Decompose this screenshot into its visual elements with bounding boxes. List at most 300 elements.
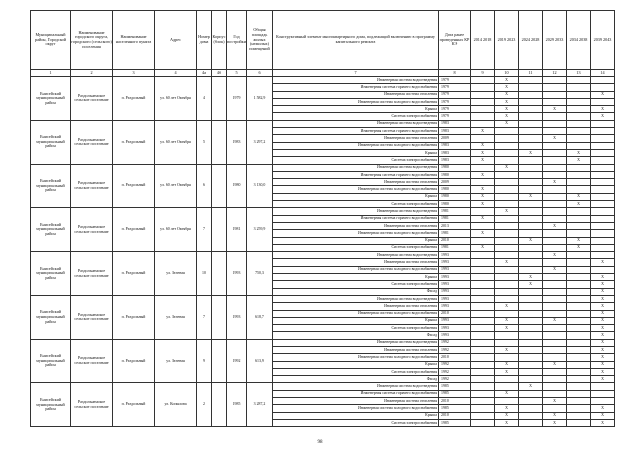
- period-mark-cell: X: [471, 157, 495, 164]
- element-cell: Инженерная система водоотведения: [273, 383, 439, 390]
- element-cell: Инженерная система холодного водоснабжения: [273, 354, 439, 361]
- period-mark-cell: [495, 171, 519, 178]
- period-mark-cell: X: [543, 317, 567, 324]
- period-mark-cell: [591, 398, 615, 405]
- district-cell: Енисейский муниципальный район: [31, 164, 71, 208]
- period-mark-cell: [567, 405, 591, 412]
- period-mark-cell: [543, 164, 567, 171]
- period-mark-cell: [495, 266, 519, 273]
- table-row: [31, 208, 615, 215]
- period-mark-cell: [519, 179, 543, 186]
- period-mark-cell: [519, 346, 543, 353]
- element-cell: Инженерная система отопления: [273, 259, 439, 266]
- period-mark-cell: [495, 215, 519, 222]
- period-mark-cell: [519, 215, 543, 222]
- period-mark-cell: X: [591, 339, 615, 346]
- period-mark-cell: [591, 252, 615, 259]
- period-mark-cell: [567, 120, 591, 127]
- period-mark-cell: [495, 281, 519, 288]
- period-mark-cell: [543, 295, 567, 302]
- header-locality: Наименование населенного пункта: [113, 11, 155, 70]
- period-mark-cell: X: [495, 208, 519, 215]
- locality-cell: п. Раздольный: [113, 208, 155, 252]
- period-mark-cell: [543, 201, 567, 208]
- period-mark-cell: [591, 208, 615, 215]
- area-cell: 3 297,2: [247, 120, 273, 164]
- period-mark-cell: [591, 201, 615, 208]
- period-mark-cell: [591, 157, 615, 164]
- period-mark-cell: [495, 179, 519, 186]
- period-mark-cell: [495, 398, 519, 405]
- element-cell: Инженерная система водоотведения: [273, 164, 439, 171]
- period-mark-cell: X: [567, 201, 591, 208]
- element-cell: Инженерная система горячего водоснабжения: [273, 215, 439, 222]
- period-mark-cell: [519, 405, 543, 412]
- period-mark-cell: X: [471, 244, 495, 251]
- period-mark-cell: [567, 332, 591, 339]
- period-mark-cell: X: [471, 142, 495, 149]
- last-repair-cell: 1979: [439, 77, 471, 84]
- period-mark-cell: [495, 237, 519, 244]
- period-mark-cell: [567, 419, 591, 426]
- period-mark-cell: X: [471, 128, 495, 135]
- period-mark-cell: X: [495, 317, 519, 324]
- period-mark-cell: [471, 368, 495, 375]
- element-cell: Система электроснабжения: [273, 368, 439, 375]
- period-mark-cell: [519, 164, 543, 171]
- period-mark-cell: X: [591, 332, 615, 339]
- period-mark-cell: [519, 295, 543, 302]
- period-mark-cell: [519, 244, 543, 251]
- period-mark-cell: X: [495, 77, 519, 84]
- period-mark-cell: [543, 288, 567, 295]
- period-mark-cell: [543, 354, 567, 361]
- last-repair-cell: 1983: [439, 142, 471, 149]
- period-mark-cell: [495, 186, 519, 193]
- period-mark-cell: X: [591, 288, 615, 295]
- period-mark-cell: [519, 288, 543, 295]
- period-mark-cell: [567, 295, 591, 302]
- element-cell: Инженерная система горячего водоснабжения: [273, 171, 439, 178]
- header-last-repair: Дата ранее проведенных КР КЭ: [439, 11, 471, 70]
- period-mark-cell: [519, 419, 543, 426]
- period-mark-cell: [543, 215, 567, 222]
- period-mark-cell: [567, 215, 591, 222]
- last-repair-cell: 1981: [439, 230, 471, 237]
- period-mark-cell: X: [567, 157, 591, 164]
- element-cell: Инженерная система отопления: [273, 346, 439, 353]
- period-mark-cell: X: [495, 113, 519, 120]
- period-mark-cell: X: [519, 193, 543, 200]
- period-mark-cell: [567, 142, 591, 149]
- period-mark-cell: [495, 157, 519, 164]
- period-mark-cell: [567, 77, 591, 84]
- last-repair-cell: 2013: [439, 222, 471, 229]
- street-cell: ул. Зеленая: [155, 252, 197, 296]
- period-mark-cell: [543, 339, 567, 346]
- period-mark-cell: [543, 281, 567, 288]
- element-cell: Инженерная система отопления: [273, 135, 439, 142]
- street-cell: ул. 60 лет Октября: [155, 208, 197, 252]
- element-cell: Инженерная система водоотведения: [273, 295, 439, 302]
- header-row: [31, 11, 615, 70]
- period-mark-cell: [591, 98, 615, 105]
- building-cell: [212, 383, 227, 427]
- column-number: 12: [543, 70, 567, 77]
- table-row: [31, 383, 615, 390]
- period-mark-cell: X: [567, 149, 591, 156]
- period-mark-cell: [567, 383, 591, 390]
- period-mark-cell: [567, 376, 591, 383]
- period-mark-cell: X: [495, 84, 519, 91]
- period-mark-cell: [519, 135, 543, 142]
- period-mark-cell: X: [495, 325, 519, 332]
- period-mark-cell: [471, 339, 495, 346]
- column-number: 5: [227, 70, 247, 77]
- period-mark-cell: [543, 390, 567, 397]
- period-mark-cell: [519, 230, 543, 237]
- period-mark-cell: [591, 193, 615, 200]
- last-repair-cell: 1985: [439, 405, 471, 412]
- period-mark-cell: [567, 266, 591, 273]
- element-cell: Инженерная система горячего водоснабжения: [273, 390, 439, 397]
- period-mark-cell: [591, 84, 615, 91]
- period-mark-cell: [519, 208, 543, 215]
- street-cell: ул. 60 лет Октября: [155, 77, 197, 121]
- period-mark-cell: [519, 84, 543, 91]
- period-mark-cell: [567, 274, 591, 281]
- period-mark-cell: X: [591, 259, 615, 266]
- period-mark-cell: [543, 405, 567, 412]
- period-mark-cell: X: [591, 419, 615, 426]
- district-cell: Енисейский муниципальный район: [31, 77, 71, 121]
- last-repair-cell: 1993: [439, 274, 471, 281]
- year-cell: 1993: [227, 252, 247, 296]
- column-number: 14: [591, 70, 615, 77]
- locality-cell: п. Раздольный: [113, 120, 155, 164]
- element-cell: Система электроснабжения: [273, 113, 439, 120]
- table-row: [31, 339, 615, 346]
- last-repair-cell: 1993: [439, 252, 471, 259]
- period-mark-cell: X: [471, 149, 495, 156]
- period-mark-cell: [471, 120, 495, 127]
- column-number: 6: [247, 70, 273, 77]
- element-cell: Инженерная система отопления: [273, 179, 439, 186]
- period-mark-cell: X: [543, 106, 567, 113]
- period-mark-cell: X: [543, 266, 567, 273]
- last-repair-cell: 1985: [439, 383, 471, 390]
- street-cell: ул. Копылова: [155, 383, 197, 427]
- locality-cell: п. Раздольный: [113, 339, 155, 383]
- period-mark-cell: [471, 346, 495, 353]
- element-cell: Инженерная система холодного водоснабжения: [273, 266, 439, 273]
- period-mark-cell: [591, 390, 615, 397]
- house-number-cell: 9: [197, 339, 212, 383]
- period-mark-cell: [471, 303, 495, 310]
- house-number-cell: 2: [197, 383, 212, 427]
- period-mark-cell: [591, 164, 615, 171]
- period-mark-cell: X: [543, 361, 567, 368]
- last-repair-cell: 1979: [439, 98, 471, 105]
- period-mark-cell: [567, 354, 591, 361]
- element-cell: Система электроснабжения: [273, 325, 439, 332]
- building-cell: [212, 208, 227, 252]
- last-repair-cell: 1992: [439, 361, 471, 368]
- header-element: Конструктивный элемент многоквартирного дома, подлежащий включению в программу капитального ремонта: [273, 11, 439, 70]
- house-number-cell: 4: [197, 77, 212, 121]
- period-mark-cell: X: [591, 274, 615, 281]
- table-row: [31, 295, 615, 302]
- period-mark-cell: X: [495, 106, 519, 113]
- column-number: 8: [439, 70, 471, 77]
- area-cell: 618,7: [247, 295, 273, 339]
- period-mark-cell: X: [495, 346, 519, 353]
- building-cell: [212, 295, 227, 339]
- element-cell: Крыша: [273, 149, 439, 156]
- period-mark-cell: [567, 186, 591, 193]
- period-mark-cell: X: [567, 237, 591, 244]
- period-mark-cell: [519, 376, 543, 383]
- year-cell: 1981: [227, 208, 247, 252]
- period-mark-cell: [471, 179, 495, 186]
- period-mark-cell: [471, 274, 495, 281]
- period-mark-cell: [519, 339, 543, 346]
- element-cell: Инженерная система водоотведения: [273, 120, 439, 127]
- column-number: 2: [71, 70, 113, 77]
- period-mark-cell: X: [591, 368, 615, 375]
- element-cell: Крыша: [273, 274, 439, 281]
- column-number: 4: [155, 70, 197, 77]
- period-mark-cell: [519, 120, 543, 127]
- period-mark-cell: [519, 266, 543, 273]
- table-body: [31, 77, 615, 427]
- period-mark-cell: [591, 120, 615, 127]
- building-cell: [212, 164, 227, 208]
- period-mark-cell: [471, 252, 495, 259]
- period-mark-cell: X: [591, 405, 615, 412]
- period-mark-cell: [471, 390, 495, 397]
- period-mark-cell: [519, 98, 543, 105]
- period-mark-cell: [495, 201, 519, 208]
- last-repair-cell: 1980: [439, 164, 471, 171]
- period-mark-cell: X: [495, 98, 519, 105]
- area-cell: 750,3: [247, 252, 273, 296]
- element-cell: Система электроснабжения: [273, 244, 439, 251]
- house-number-cell: 5: [197, 120, 212, 164]
- building-cell: [212, 120, 227, 164]
- period-mark-cell: [519, 222, 543, 229]
- period-mark-cell: [567, 339, 591, 346]
- element-cell: Инженерная система холодного водоснабжения: [273, 186, 439, 193]
- element-cell: Система электроснабжения: [273, 201, 439, 208]
- period-mark-cell: [591, 222, 615, 229]
- period-mark-cell: [567, 412, 591, 419]
- settlement-cell: Раздольненское сельское поселение: [71, 120, 113, 164]
- period-mark-cell: [567, 361, 591, 368]
- period-mark-cell: [471, 310, 495, 317]
- period-mark-cell: [543, 186, 567, 193]
- header-house-number: Номер дома: [197, 11, 212, 70]
- period-mark-cell: [519, 303, 543, 310]
- period-mark-cell: [567, 259, 591, 266]
- period-mark-cell: X: [567, 193, 591, 200]
- period-mark-cell: X: [471, 171, 495, 178]
- last-repair-cell: 1993: [439, 332, 471, 339]
- last-repair-cell: 1992: [439, 368, 471, 375]
- period-mark-cell: [567, 252, 591, 259]
- building-cell: [212, 339, 227, 383]
- period-mark-cell: [471, 412, 495, 419]
- last-repair-cell: 1983: [439, 157, 471, 164]
- period-mark-cell: [567, 281, 591, 288]
- period-mark-cell: [591, 266, 615, 273]
- district-cell: Енисейский муниципальный район: [31, 383, 71, 427]
- period-mark-cell: X: [519, 274, 543, 281]
- period-mark-cell: X: [495, 419, 519, 426]
- period-mark-cell: [543, 128, 567, 135]
- period-mark-cell: X: [567, 244, 591, 251]
- element-cell: Крыша: [273, 193, 439, 200]
- period-mark-cell: [543, 237, 567, 244]
- period-mark-cell: [543, 368, 567, 375]
- period-mark-cell: [567, 106, 591, 113]
- element-cell: Фасад: [273, 376, 439, 383]
- element-cell: Крыша: [273, 361, 439, 368]
- period-mark-cell: [567, 135, 591, 142]
- period-mark-cell: [495, 288, 519, 295]
- period-mark-cell: X: [495, 361, 519, 368]
- element-cell: Инженерная система холодного водоснабжения: [273, 405, 439, 412]
- period-mark-cell: [567, 98, 591, 105]
- last-repair-cell: 1993: [439, 266, 471, 273]
- last-repair-cell: 1980: [439, 193, 471, 200]
- period-mark-cell: [567, 230, 591, 237]
- period-mark-cell: [471, 98, 495, 105]
- period-mark-cell: [519, 106, 543, 113]
- area-cell: 3 287,2: [247, 383, 273, 427]
- last-repair-cell: 1992: [439, 376, 471, 383]
- period-mark-cell: [471, 288, 495, 295]
- period-mark-cell: [543, 142, 567, 149]
- last-repair-cell: 1993: [439, 295, 471, 302]
- period-mark-cell: X: [495, 405, 519, 412]
- period-mark-cell: X: [471, 186, 495, 193]
- building-cell: [212, 77, 227, 121]
- period-mark-cell: [471, 354, 495, 361]
- period-mark-cell: [591, 230, 615, 237]
- period-mark-cell: [471, 208, 495, 215]
- period-mark-cell: [591, 77, 615, 84]
- period-mark-cell: X: [519, 149, 543, 156]
- period-mark-cell: [471, 91, 495, 98]
- period-mark-cell: [591, 179, 615, 186]
- period-mark-cell: [495, 354, 519, 361]
- area-cell: 3 130,0: [247, 164, 273, 208]
- building-cell: [212, 252, 227, 296]
- last-repair-cell: 1992: [439, 339, 471, 346]
- settlement-cell: Раздольненское сельское поселение: [71, 208, 113, 252]
- period-mark-cell: [591, 142, 615, 149]
- house-number-cell: 7: [197, 208, 212, 252]
- period-mark-cell: [591, 237, 615, 244]
- period-mark-cell: [543, 91, 567, 98]
- last-repair-cell: 1980: [439, 171, 471, 178]
- period-mark-cell: X: [471, 230, 495, 237]
- period-mark-cell: X: [591, 303, 615, 310]
- locality-cell: п. Раздольный: [113, 295, 155, 339]
- district-cell: Енисейский муниципальный район: [31, 208, 71, 252]
- period-mark-cell: [519, 361, 543, 368]
- element-cell: Фасад: [273, 288, 439, 295]
- locality-cell: п. Раздольный: [113, 164, 155, 208]
- period-mark-cell: [519, 398, 543, 405]
- period-mark-cell: X: [591, 325, 615, 332]
- period-mark-cell: X: [543, 222, 567, 229]
- period-mark-cell: X: [591, 376, 615, 383]
- last-repair-cell: 1981: [439, 208, 471, 215]
- header-period-2029-2033: 2029 2033: [543, 11, 567, 70]
- period-mark-cell: [495, 230, 519, 237]
- period-mark-cell: [495, 244, 519, 251]
- last-repair-cell: 1993: [439, 325, 471, 332]
- period-mark-cell: [519, 317, 543, 324]
- period-mark-cell: [543, 259, 567, 266]
- period-mark-cell: [591, 186, 615, 193]
- period-mark-cell: [471, 383, 495, 390]
- period-mark-cell: [495, 376, 519, 383]
- last-repair-cell: 1981: [439, 244, 471, 251]
- element-cell: Инженерная система горячего водоснабжения: [273, 128, 439, 135]
- header-period-2024-2028: 2024 2028: [519, 11, 543, 70]
- street-cell: ул. 60 лет Октября: [155, 164, 197, 208]
- period-mark-cell: [495, 135, 519, 142]
- header-settlement: Наименование городского округа, городского (сельского) поселения: [71, 11, 113, 70]
- period-mark-cell: X: [591, 91, 615, 98]
- period-mark-cell: [519, 113, 543, 120]
- year-cell: 1992: [227, 339, 247, 383]
- settlement-cell: Раздольненское сельское поселение: [71, 77, 113, 121]
- period-mark-cell: [543, 310, 567, 317]
- header-building: Корпус (блок): [212, 11, 227, 70]
- period-mark-cell: X: [495, 368, 519, 375]
- period-mark-cell: [567, 398, 591, 405]
- period-mark-cell: [519, 77, 543, 84]
- period-mark-cell: [543, 303, 567, 310]
- period-mark-cell: [543, 244, 567, 251]
- last-repair-cell: 2009: [439, 179, 471, 186]
- year-cell: 1980: [227, 164, 247, 208]
- period-mark-cell: [519, 142, 543, 149]
- period-mark-cell: X: [519, 237, 543, 244]
- period-mark-cell: [471, 113, 495, 120]
- period-mark-cell: [519, 128, 543, 135]
- period-mark-cell: X: [591, 113, 615, 120]
- period-mark-cell: [591, 135, 615, 142]
- period-mark-cell: [567, 208, 591, 215]
- street-cell: ул. Зеленая: [155, 339, 197, 383]
- element-cell: Инженерная система водоотведения: [273, 252, 439, 259]
- settlement-cell: Раздольненское сельское поселение: [71, 252, 113, 296]
- period-mark-cell: [495, 295, 519, 302]
- period-mark-cell: [471, 237, 495, 244]
- period-mark-cell: [471, 266, 495, 273]
- street-cell: ул. Зеленая: [155, 295, 197, 339]
- period-mark-cell: [471, 164, 495, 171]
- period-mark-cell: [543, 84, 567, 91]
- period-mark-cell: [567, 303, 591, 310]
- period-mark-cell: [567, 128, 591, 135]
- element-cell: Крыша: [273, 317, 439, 324]
